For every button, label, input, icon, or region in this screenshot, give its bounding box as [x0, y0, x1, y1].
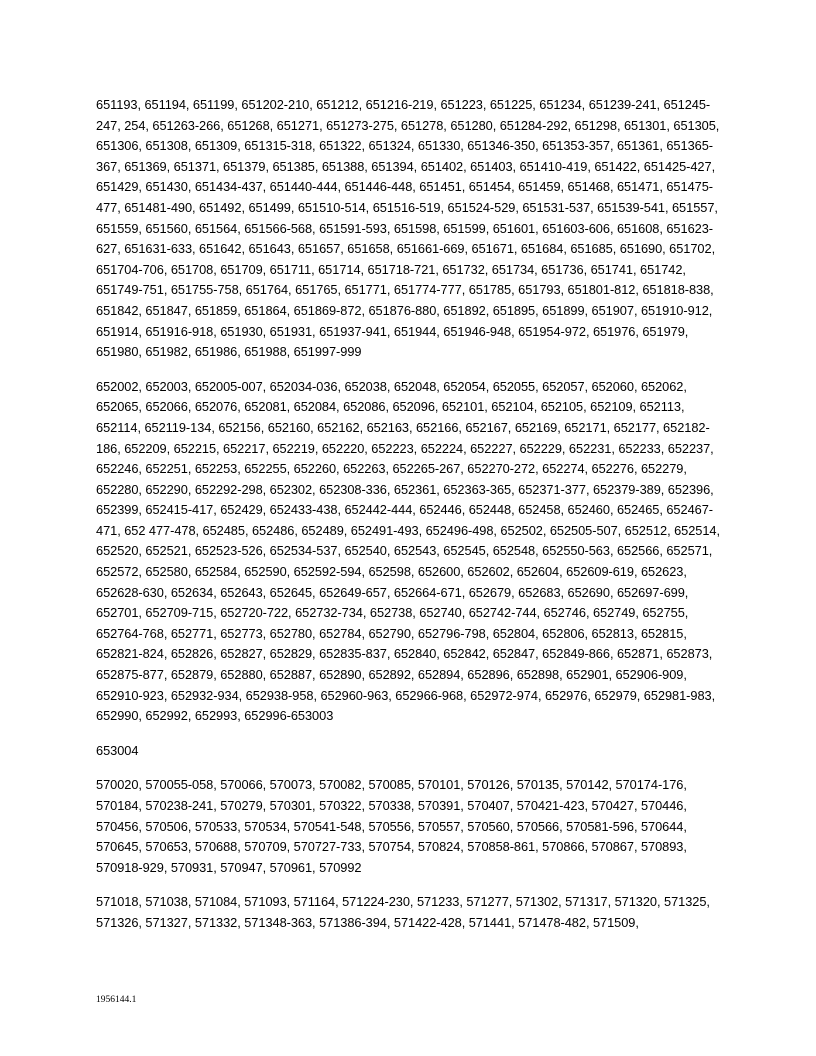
paragraph-653-series: 653004	[96, 742, 139, 758]
document-footer-id: 1956144.1	[96, 995, 137, 1005]
paragraph-652-series: 652002, 652003, 652005-007, 652034-036, 652038, 652048, 652054, 652055, 652057, 652060, 652062, 652065, 652066, 652076, 652081, 652084, 652086, 652096, 652101, 652104, 652105, 652109, 652113, 652114, 652119-134, 652156, 652160, 652162, 652163, 652166, 652167, 652169, 652171, 652177, 652182-186, 652209, 652215, 652217, 652219, 652220, 652223, 652224, 652227, 652229, 652231, 652233, 652237, 652246, 652251, 652253, 652255, 652260, 652263, 652265-267, 652270-272, 652274, 652276, 652279, 652280, 652290, 652292-298, 652302, 652308-336, 652361, 652363-365, 652371-377, 652379-389, 652396, 652399, 652415-417, 652429, 652433-438, 652442-444, 652446, 652448, 652458, 652460, 652465, 652467-471, 652 477-478, 652485, 652486, 652489, 652491-493, 652496-498, 652502, 652505-507, 652512, 652514, 652520, 652521, 652523-526, 652534-537, 652540, 652543, 652545, 652548, 652550-563, 652566, 652571, 652572, 652580, 652584, 652590, 652592-594, 652598, 652600, 652602, 652604, 652609-619, 652623, 652628-630, 652634, 652643, 652645, 652649-657, 652664-671, 652679, 652683, 652690, 652697-699, 652701, 652709-715, 652720-722, 652732-734, 652738, 652740, 652742-744, 652746, 652749, 652755, 652764-768, 652771, 652773, 652780, 652784, 652790, 652796-798, 652804, 652806, 652813, 652815, 652821-824, 652826, 652827, 652829, 652835-837, 652840, 652842, 652847, 652849-866, 652871, 652873, 652875-877, 652879, 652880, 652887, 652890, 652892, 652894, 652896, 652898, 652901, 652906-909, 652910-923, 652932-934, 652938-958, 652960-963, 652966-968, 652972-974, 652976, 652979, 652981-983, 652990, 652992, 652993, 652996-653003	[96, 378, 720, 724]
paragraph-570-series: 570020, 570055-058, 570066, 570073, 570082, 570085, 570101, 570126, 570135, 570142, 570174-176, 570184, 570238-241, 570279, 570301, 570322, 570338, 570391, 570407, 570421-423, 570427, 570446, 570456, 570506, 570533, 570534, 570541-548, 570556, 570557, 570560, 570566, 570581-596, 570644, 570645, 570653, 570688, 570709, 570727-733, 570754, 570824, 570858-861, 570866, 570867, 570893, 570918-929, 570931, 570947, 570961, 570992	[96, 777, 687, 875]
paragraph-651-series: 651193, 651194, 651199, 651202-210, 651212, 651216-219, 651223, 651225, 651234, 651239-241, 651245-247, 254, 651263-266, 651268, 651271, 651273-275, 651278, 651280, 651284-292, 651298, 651301, 651305, 651306, 651308, 651309, 651315-318, 651322, 651324, 651330, 651346-350, 651353-357, 651361, 651365-367, 651369, 651371, 651379, 651385, 651388, 651394, 651402, 651403, 651410-419, 651422, 651425-427, 651429, 651430, 651434-437, 651440-444, 651446-448, 651451, 651454, 651459, 651468, 651471, 651475-477, 651481-490, 651492, 651499, 651510-514, 651516-519, 651524-529, 651531-537, 651539-541, 651557, 651559, 651560, 651564, 651566-568, 651591-593, 651598, 651599, 651601, 651603-606, 651608, 651623-627, 651631-633, 651642, 651643, 651657, 651658, 651661-669, 651671, 651684, 651685, 651690, 651702, 651704-706, 651708, 651709, 651711, 651714, 651718-721, 651732, 651734, 651736, 651741, 651742, 651749-751, 651755-758, 651764, 651765, 651771, 651774-777, 651785, 651793, 651801-812, 651818-838, 651842, 651847, 651859, 651864, 651869-872, 651876-880, 651892, 651895, 651899, 651907, 651910-912, 651914, 651916-918, 651930, 651931, 651937-941, 651944, 651946-948, 651954-972, 651976, 651979, 651980, 651982, 651986, 651988, 651997-999	[96, 97, 720, 360]
document-body	[96, 95, 722, 948]
paragraph-571-series: 571018, 571038, 571084, 571093, 571164, 571224-230, 571233, 571277, 571302, 571317, 571320, 571325, 571326, 571327, 571332, 571348-363, 571386-394, 571422-428, 571441, 571478-482, 571509,	[96, 894, 710, 930]
